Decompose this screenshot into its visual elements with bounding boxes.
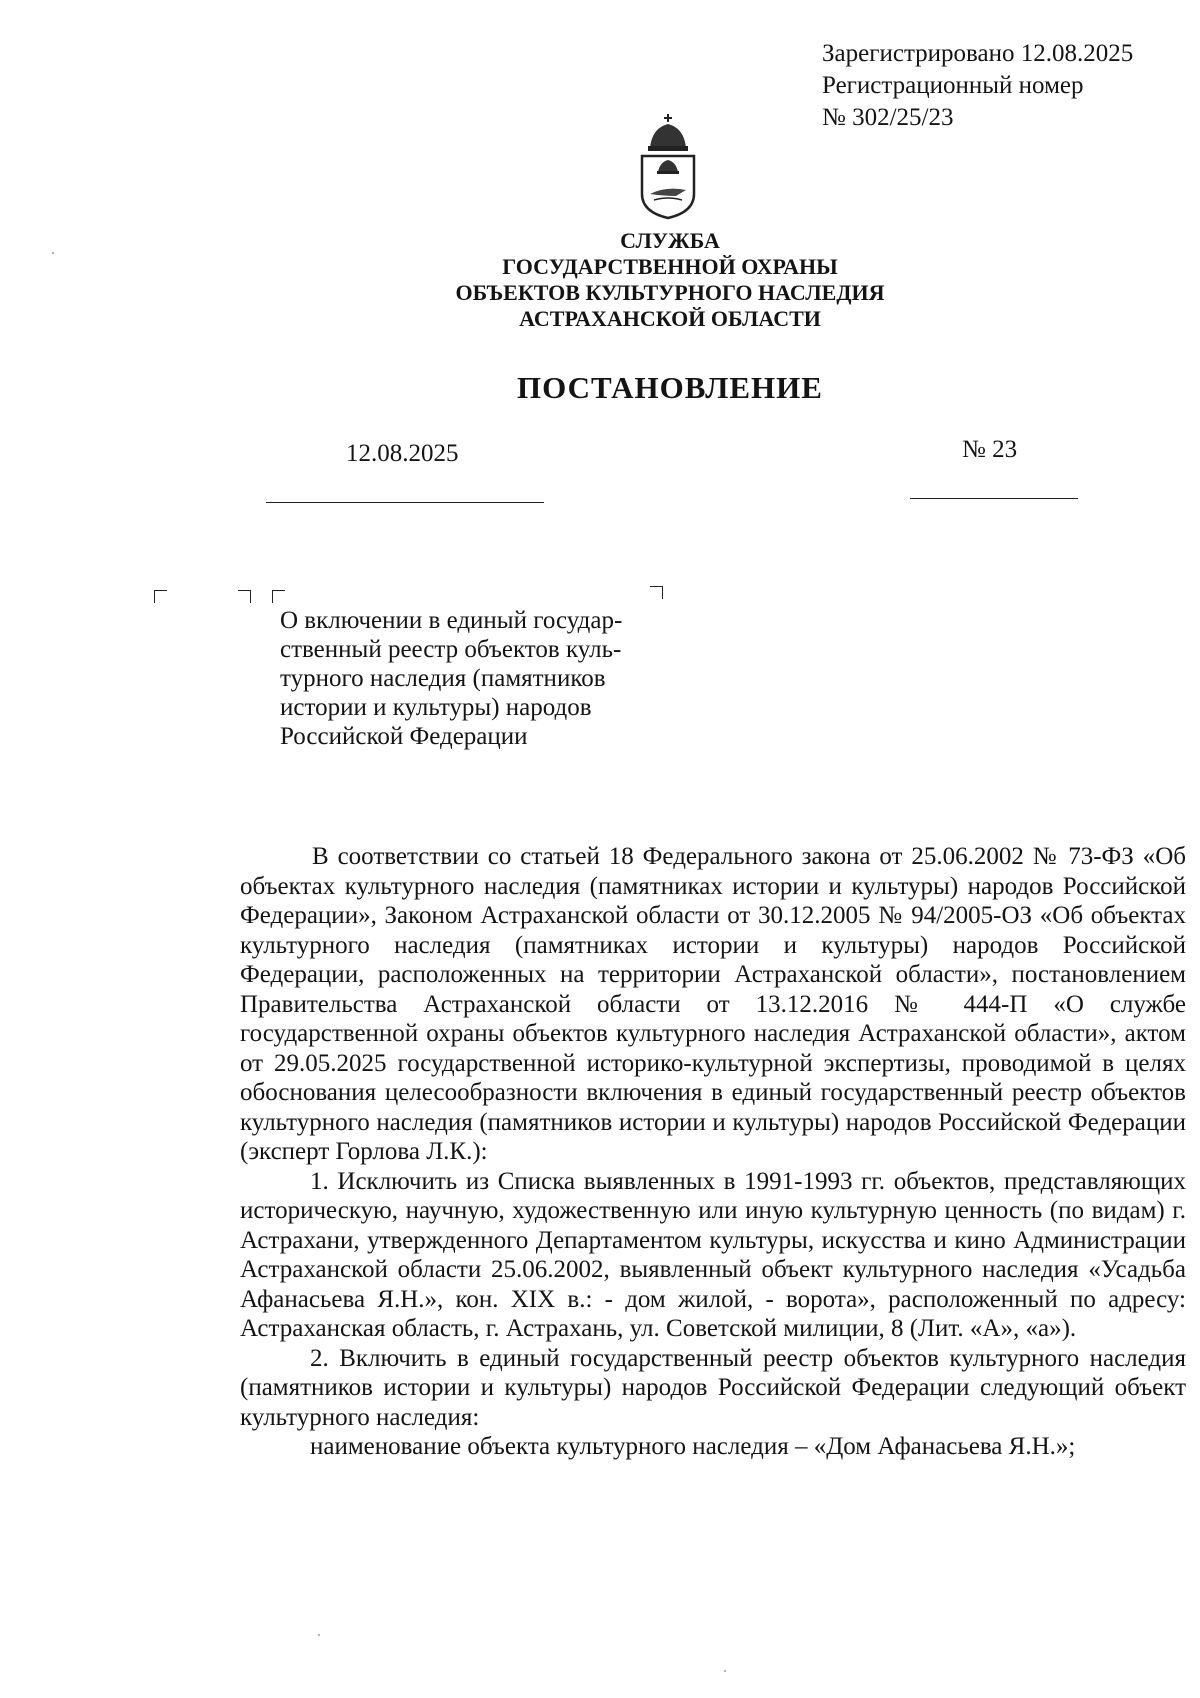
subject-line-1: О включении в единый государ- xyxy=(280,607,623,634)
corner-mark-top-right xyxy=(238,590,251,603)
registration-line-1: Зарегистрировано 12.08.2025 xyxy=(822,40,1134,67)
number-underline xyxy=(910,498,1078,499)
item-2-paragraph: 2. Включить в единый государственный реестр объектов культурного наследия (памятников истории и культуры) народов Российской Федерации следующий объект культурного наследия: xyxy=(240,1344,1186,1431)
scan-speck xyxy=(318,1634,320,1636)
scan-speck xyxy=(724,1670,726,1672)
subject-bracket-left xyxy=(272,590,285,603)
document-type-title: ПОСТАНОВЛЕНИЕ xyxy=(517,370,823,405)
agency-line-1: СЛУЖБА xyxy=(620,228,720,253)
document-body xyxy=(240,842,1186,1462)
subject-line-2: ственный реестр объектов куль- xyxy=(280,636,622,663)
subject-bracket-right xyxy=(650,586,663,599)
item-1-paragraph: 1. Исключить из Списка выявленных в 1991-1993 гг. объектов, представляющих историческую, научную, художественную или иную культурную ценность (по видам) г. Астрахани, утвержденного Департаментом культуры, искусства и кино Администрации Астраханской области 25.06.2002, выявленный объект культурного наследия «Усадьба Афанасьева Я.Н.», кон. XIX в.: - дом жилой, - ворота», расположенный по адресу: Астраханская область, г. Астрахань, ул. Советской милиции, 8 (Лит. «А», «а»). xyxy=(240,1167,1186,1342)
scan-speck xyxy=(52,252,54,254)
agency-line-3: ОБЪЕКТОВ КУЛЬТУРНОГО НАСЛЕДИЯ xyxy=(455,280,885,305)
corner-mark-top-left xyxy=(154,590,167,603)
registration-line-2: Регистрационный номер xyxy=(822,72,1084,99)
date-underline xyxy=(266,502,544,503)
coat-of-arms-icon xyxy=(636,112,700,222)
agency-line-4: АСТРАХАНСКОЙ ОБЛАСТИ xyxy=(519,306,821,331)
registration-stamp xyxy=(822,38,1133,134)
document-subject xyxy=(280,606,700,751)
agency-line-2: ГОСУДАРСТВЕННОЙ ОХРАНЫ xyxy=(502,254,838,279)
preamble-paragraph: В соответствии со статьей 18 Федерального закона от 25.06.2002 № 73-ФЗ «Об объектах культурного наследия (памятниках истории и культуры) народов Российской Федерации», Законом Астраханской области от 30.12.2005 № 94/2005-ОЗ «Об объектах культурного наследия (памятниках истории и культуры) народов Российской Федерации, расположенных на территории Астраханской области», постановлением Правительства Астраханской области от 13.12.2016 № 444-П «О службе государственной охраны объектов культурного наследия Астраханской области», актом от 29.05.2025 государственной историко-культурной экспертизы, проводимой в целях обоснования целесообразности включения в единый государственный реестр объектов культурного наследия (памятников истории и культуры) народов Российской Федерации (эксперт Горлова Л.К.): xyxy=(240,843,1186,1165)
document-number: № 23 xyxy=(962,436,1018,463)
subject-line-4: истории и культуры) народов xyxy=(280,694,592,721)
registration-number: № 302/25/23 xyxy=(822,104,954,131)
document-date: 12.08.2025 xyxy=(346,440,459,467)
subject-line-3: турного наследия (памятников xyxy=(280,665,606,692)
subject-line-5: Российской Федерации xyxy=(280,723,528,750)
agency-name xyxy=(400,228,940,332)
item-3-paragraph: наименование объекта культурного наследия – «Дом Афанасьева Я.Н.»; xyxy=(310,1433,1076,1460)
